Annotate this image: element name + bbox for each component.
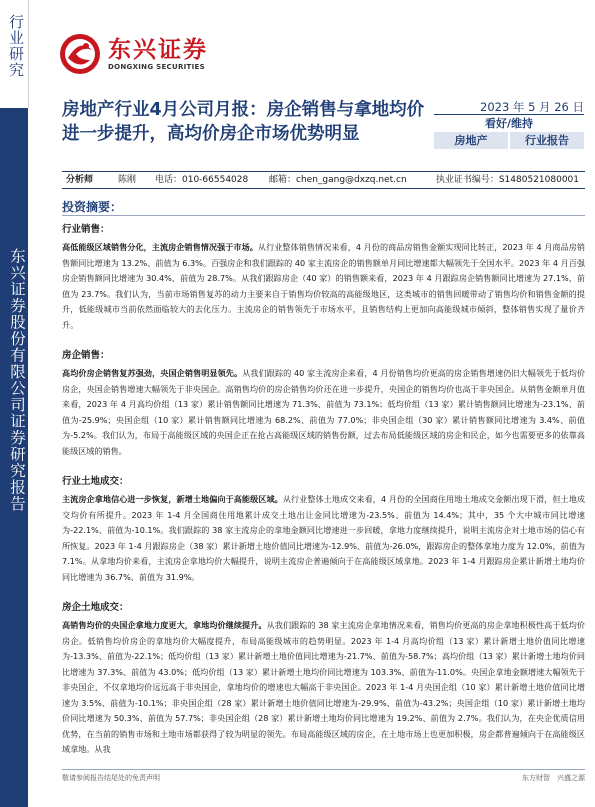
abstract-divider [62,215,585,216]
section-paragraph [62,366,585,459]
analyst-label: 分析师 [66,175,94,185]
sidebar-tag-area [0,0,29,108]
logo-english-name: DONGXING SECURITIES [108,62,205,71]
section-body: 从行业整体销售情况来看，4 月份的商品房销售金额实现同比转正，2023 年 4 月商品房销售额同比增速为 13.2%、前值为 6.3%。百强房企和我们跟踪的 40 家主流房企的销售额单月同比增速都大幅领先于全国水平。2023 年 4 月百强房企销售额同比增速为 30.4%、前值为 28.7%。从我们跟踪房企（40 家）的销售额来看，2023 年 4 月跟踪房企销售额同比增速为 27.1%、前值为 23.7%。我们认为，当前市场销售复苏的动力主要来自于销售均价较高的高能级地区，这类城市的销售回暖带动了销售均价和销售金额的提升，低能级城市当前依然面临较大的去化压力。主流房企的销售领先于市场水平，且销售结构上更加向高能级城市倾斜，整体销售实现了量价齐升。 [62,242,585,330]
abstract-heading: 投资摘要： [62,200,123,214]
company-logo [58,32,208,76]
logo-emblem-icon [58,32,102,76]
section-lead: 高均价房企销售复苏强劲，央国企销售明显领先。 [62,368,243,378]
section-paragraph [62,492,585,585]
section-industry-sales [62,223,585,333]
footer-slogan: 东方财智 兴盛之源 [522,774,585,782]
section-lead: 主流房企拿地信心进一步恢复，新增土地偏向于高能级区域。 [62,494,283,504]
company-vertical-label: 东兴证券股份有限公司证券研究报告 [8,248,26,512]
analyst-bar [62,171,585,189]
footer-divider [62,769,585,770]
section-developer-sales [62,349,585,459]
report-title: 房地产行业4月公司月报：房企销售与拿地均价进一步提升，高均价房企市场优势明显 [62,100,425,144]
report-date: 2023 年 5 月 26 日 [480,100,584,114]
section-paragraph [62,618,585,758]
analyst-license: 执业证书编号：S1480521080001 [435,175,579,185]
sidebar [0,0,28,807]
section-heading: 房企销售： [62,350,110,361]
section-body: 从我们跟踪的 38 家主流房企拿地情况来看，销售均价更高的房企拿地积极性高于低均价房企。低销售均价房企的拿地均价大幅度提升，布局高能级城市的趋势明显。2023 年 1-4 月高均价组（13 家）累计新增土地价值同比增速为-13.3%、前值为-22.1%；低均价组（13 家）累计新增土地价值同比增速为-21.7%、前值为-58.7%；高均价组（13 家）累计新增土地均价同比增速为 37.3%、前值为 43.0%；低均价组（13 家）累计新增土地均价同比增速为 103.3%、前值为-11.0%。央国企拿地金额增速大幅领先于非央国企，不仅拿地均价远远高于非央国企，拿地均价的增速也大幅高于非央国企。2023 年 1-4 月央国企组（10 家）累计新增土地价值同比增速为 3.5%、前值为-10.1%；非央国企组（28 家）累计新增土地价值同比增速为-29.9%、前值为-43.2%；央国企组（10 家）累计新增土地均价同比增速为 50.3%、前值为 57.7%；非央国企组（28 家）累计新增土地均价同比增速为 19.2%、前值为 2.7%。我们认为，在央企优质信用优势，在当前的销售市场和土地市场都获得了较为明显的领先。布局高能级区域的房企，在土地市场上也更加积极，房企都普遍倾向于在高能级区域拿地。从我 [62,620,585,754]
section-lead: 高低能级区域销售分化，主流房企销售情况强于市场。 [62,242,258,252]
rating-divider [434,114,584,115]
section-lead: 高销售均价的央国企拿地力度更大，拿地均价继续提升。 [62,620,267,630]
section-heading: 房企土地成交： [62,602,129,613]
industry-tags [434,132,584,149]
section-heading: 行业销售： [62,224,110,235]
rating-badge: 看好/维持 [484,117,534,130]
industry-tag-type: 行业报告 [510,132,584,149]
industry-tag-sector: 房地产 [434,132,508,149]
section-heading: 行业土地成交： [62,476,129,487]
section-developer-land [62,601,585,758]
logo-chinese-name: 东兴证券 [108,36,208,63]
sidebar-band [0,108,28,807]
analyst-phone: 电话：010-66554028 [155,175,249,185]
analyst-email: 邮箱：chen_gang@dxzq.net.cn [269,175,407,185]
footer-disclaimer: 敬请参阅报告结尾处的免责声明 [62,774,160,782]
section-paragraph [62,240,585,333]
report-category-tag: 行业研究 [7,14,25,78]
section-industry-land [62,475,585,585]
section-body: 从行业整体土地成交来看，4 月份的全国商住用地土地成交金额出现下滑，但土地成交均价有所提升。2023 年 1-4 月全国商住用地累计成交土地出让金同比增速为-23.5%、前值为 14.4%；其中，35 个大中城市同比增速为-22.1%、前值为-10.1%。我们跟踪的 38 家主流房企的拿地金额同比增速进一步回暖，拿地力度继续提升，说明主流房企对土地市场的信心有所恢复。2023 年 1-4 月跟踪房企（38 家）累计新增土地价值同比增速为-12.9%、前值为-26.0%，跟踪房企的整体拿地力度为 12.0%，前值为 7.1%。从拿地均价来看，主流房企拿地均价大幅提升，说明主流房企普遍倾向于在高能级区域拿地。2023 年 1-4 月跟踪房企累计新增土地均价同比增速为 36.7%、前值为 31.9%。 [62,494,585,582]
analyst-name: 陈刚 [118,175,137,185]
section-body: 从我们跟踪的 40 家主流房企来看，4 月份销售均价更高的房企销售增速仍旧大幅领先于低均价房企，央国企销售增速大幅领先于非央国企。高销售均价的房企销售均价还在进一步提升，央国企的销售均价也高于非央国企。从销售金额单月值来看，2023 年 4 月高均价组（13 家）累计销售额同比增速为 71.3%、前值为 73.1%；低均价组（13 家）累计销售额同比增速为-23.1%、前值为-25.9%；央国企组（10 家）累计销售额同比增速为 68.2%、前值为 77.0%；非央国企组（30 家）累计销售额同比增速为 3.4%、前值为-5.2%。我们认为，布局于高能级区域的央国企正在抢占高能级区域的销售份额，过去布局低能级区域的房企和民企，如今也需要更多的依靠高能级区域的销售。 [62,368,585,456]
